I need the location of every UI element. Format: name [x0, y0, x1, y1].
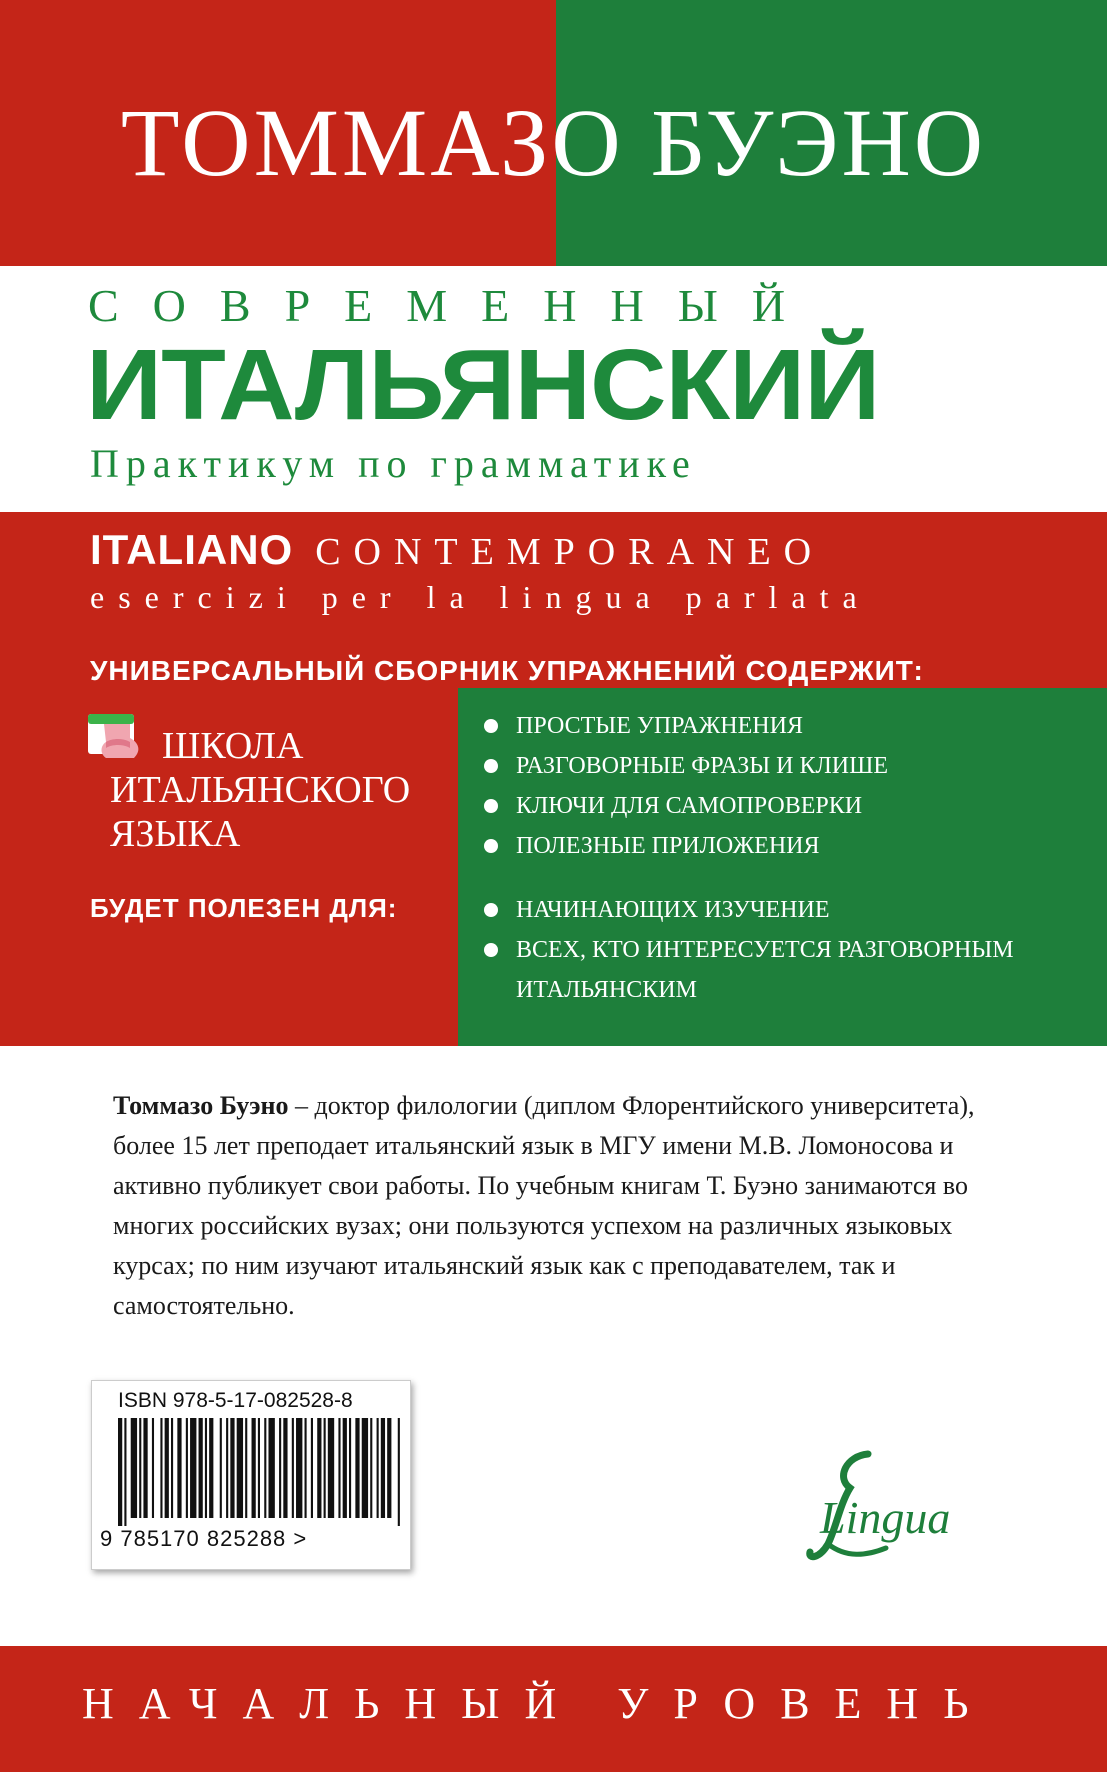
list-item: КЛЮЧИ ДЛЯ САМОПРОВЕРКИ	[484, 786, 1084, 826]
barcode-bar	[131, 1418, 137, 1518]
series-line-3: ЯЗЫКА	[110, 813, 241, 855]
bullet-icon	[484, 839, 498, 853]
barcode-digits: 9 785170 825288 >	[100, 1526, 308, 1551]
barcode-bar	[160, 1418, 162, 1518]
barcode-bar	[152, 1418, 154, 1518]
series-line-1: ШКОЛА	[162, 725, 304, 767]
list-item: ПОЛЕЗНЫЕ ПРИЛОЖЕНИЯ	[484, 826, 1084, 866]
barcode-bar	[279, 1418, 281, 1518]
barcode-bar	[305, 1418, 307, 1518]
barcode-bar	[124, 1418, 126, 1526]
bullet-icon	[484, 943, 498, 957]
barcode-bar	[177, 1418, 181, 1518]
italian-title-rest: CONTEMPORANEO	[315, 531, 825, 573]
barcode-bar	[370, 1418, 372, 1518]
bullet-icon	[484, 799, 498, 813]
list-item: ВСЕХ, КТО ИНТЕРЕСУЕТСЯ РАЗГОВОРНЫМ ИТАЛЬЯНСКИМ	[484, 930, 1084, 1010]
barcode-bar	[264, 1418, 266, 1518]
author-name-header: ТОММАЗО БУЭНО	[120, 89, 987, 196]
barcode-bar	[199, 1418, 203, 1518]
publisher-logo: Lingua	[820, 1492, 951, 1543]
barcode-bar	[226, 1418, 228, 1518]
barcode-bar	[349, 1418, 351, 1518]
title-line-modern: СОВРЕМЕННЫЙ	[88, 280, 820, 331]
author-bio	[113, 1086, 1003, 1326]
barcode-bar	[165, 1418, 169, 1518]
barcode-bar	[186, 1418, 188, 1518]
audience-list	[484, 890, 1084, 1010]
barcode-bar	[139, 1418, 141, 1518]
bullet-icon	[484, 719, 498, 733]
barcode-bar	[296, 1418, 302, 1518]
barcode-bar	[317, 1418, 321, 1518]
barcode-bar	[268, 1418, 274, 1518]
list-item: ПРОСТЫЕ УПРАЖНЕНИЯ	[484, 706, 1084, 746]
barcode-bar	[362, 1418, 368, 1518]
barcode-bar	[292, 1418, 294, 1518]
barcode-bar	[355, 1418, 359, 1518]
barcode-bar	[190, 1418, 196, 1518]
bio-text: – доктор филологии (диплом Флорентийского университета), более 15 лет преподает итальянский язык в МГУ имени М.В. Ломоносова и активно публикует свои работы. По учебным книгам Т. Буэно занимаются во многих российских вузах; они пользуются успехом на различных языковых курсах; по ним изучают итальянский язык как с преподавателем, так и самостоятельно.	[113, 1091, 975, 1320]
list-item: РАЗГОВОРНЫЕ ФРАЗЫ И КЛИШЕ	[484, 746, 1084, 786]
barcode-bar	[171, 1418, 173, 1518]
barcode-bar	[230, 1418, 234, 1518]
contents-heading: УНИВЕРСАЛЬНЫЙ СБОРНИК УПРАЖНЕНИЙ СОДЕРЖИТ:	[90, 655, 924, 686]
barcode-bar	[245, 1418, 247, 1518]
bullet-icon	[484, 903, 498, 917]
list-item: НАЧИНАЮЩИХ ИЗУЧЕНИЕ	[484, 890, 1084, 930]
barcode-bar	[283, 1418, 287, 1518]
barcode-bar	[237, 1418, 243, 1518]
barcode-bar	[143, 1418, 147, 1518]
barcode-bar	[118, 1418, 122, 1526]
bio-author-name: Томмазо Буэно	[113, 1091, 289, 1120]
subtitle-grammar-practice: Практикум по грамматике	[90, 441, 697, 486]
barcode-bar	[398, 1418, 400, 1526]
contents-list	[484, 706, 1084, 866]
barcode-bar	[252, 1418, 256, 1518]
barcode-bar	[377, 1418, 379, 1518]
bullet-icon	[484, 759, 498, 773]
italian-subtitle: esercizi per la lingua parlata	[90, 579, 871, 615]
barcode-bar	[220, 1418, 222, 1518]
italian-title-bold: ITALIANO	[90, 526, 294, 573]
series-line-2: ИТАЛЬЯНСКОГО	[110, 769, 411, 811]
school-series-label	[110, 724, 450, 856]
barcode-bar	[343, 1418, 347, 1518]
italian-title	[90, 522, 824, 578]
barcode-bar	[381, 1418, 385, 1518]
title-line-italian: ИТАЛЬЯНСКИЙ	[86, 329, 880, 441]
barcode-bar	[209, 1418, 213, 1518]
barcode-bar	[205, 1418, 207, 1518]
isbn-number: ISBN 978-5-17-082528-8	[118, 1389, 353, 1412]
level-label: НАЧАЛЬНЫЙ УРОВЕНЬ	[82, 1679, 994, 1728]
barcode-bar	[258, 1418, 260, 1518]
barcode-bar	[338, 1418, 340, 1518]
barcode-icon	[118, 1418, 402, 1526]
barcode-bar	[324, 1418, 326, 1518]
barcode-bar	[387, 1418, 391, 1518]
barcode-bar	[311, 1418, 313, 1518]
barcode-bar	[328, 1418, 334, 1518]
audience-heading: БУДЕТ ПОЛЕЗЕН ДЛЯ:	[90, 893, 398, 923]
